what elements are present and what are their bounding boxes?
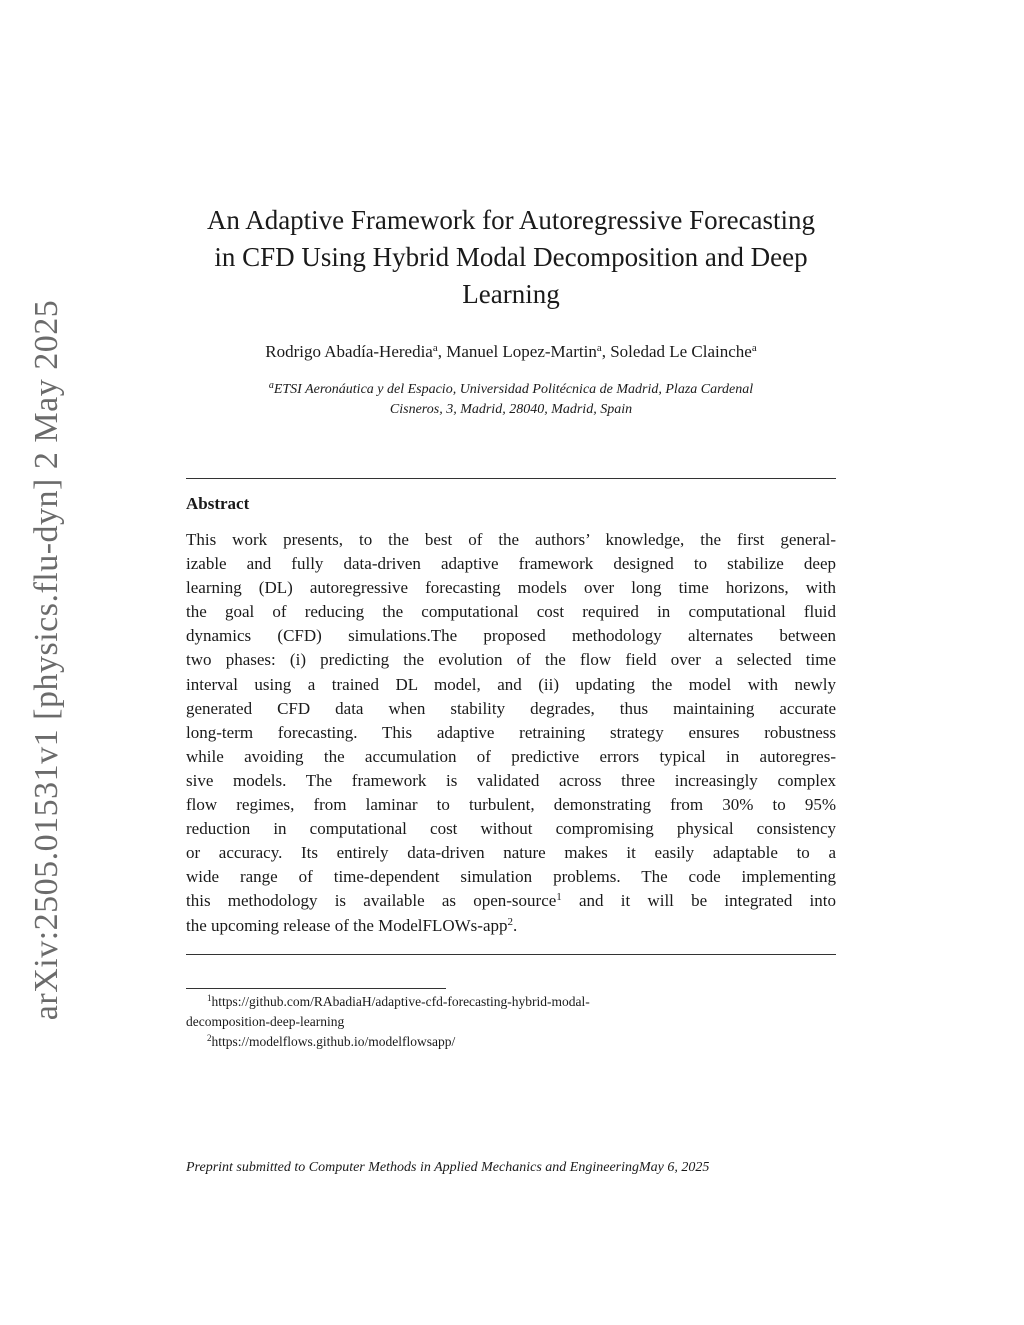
abstract-top-rule [186,478,836,479]
abstract-line: interval using a trained DL model, and (ii) updating the model with newly [186,674,836,694]
abstract-line: reduction in computational cost without compromising physical consistency [186,819,836,839]
footnotes [186,992,836,1052]
footnote-1-continuation[interactable]: decomposition-deep-learning [186,1014,345,1029]
footnote-1 [186,992,836,1012]
author-list [186,340,836,364]
footnote-marker: 2 [207,1033,212,1043]
abstract-line: the goal of reducing the computational cost required in computational fluid [186,602,836,622]
abstract-line: sive models. The framework is validated across three increasingly complex [186,770,836,790]
abstract-line: flow regimes, from laminar to turbulent, demonstrating from 30% to 95% [186,795,836,815]
footnote-separator [186,988,446,989]
author-name: Rodrigo Abadía-Heredia [265,342,433,361]
abstract-line: learning (DL) autoregressive forecasting models over long time horizons, with [186,578,836,598]
author-separator: , [437,342,447,361]
arxiv-identifier-stamp: arXiv:2505.01531v1 [physics.flu-dyn] 2 May 2025 [28,299,65,1021]
abstract-line: while avoiding the accumulation of predictive errors typical in autoregres- [186,746,836,766]
abstract-line: wide range of time-dependent simulation problems. The code implementing [186,867,836,887]
footnote-ref-1[interactable]: 1 [556,891,562,904]
footnote-marker: 1 [207,993,212,1003]
abstract-line-with-footnote-2 [186,914,836,938]
title-line-1: An Adaptive Framework for Autoregressive Forecasting [206,205,816,235]
abstract-line: izable and fully data-driven adaptive framework designed to stabilize deep [186,554,836,574]
affiliation-line-2: Cisneros, 3, Madrid, 28040, Madrid, Spain [389,402,633,417]
author-name: Soledad Le Clainche [610,342,752,361]
footnote-ref-2[interactable]: 2 [507,915,513,928]
abstract-bottom-rule [186,954,836,955]
abstract-body [186,528,836,938]
abstract-line: dynamics (CFD) simulations.The proposed methodology alternates between [186,626,836,646]
affiliation-block [186,380,836,420]
abstract-line: This work presents, to the best of the authors’ knowledge, the first general- [186,530,836,549]
abstract-line: two phases: (i) predicting the evolution of the flow field over a selected time [186,650,836,670]
abstract-line: generated CFD data when stability degrades, thus maintaining accurate [186,698,836,718]
abstract-text: this methodology is available as open-source [186,891,557,911]
abstract-line-with-footnote-1 [186,889,836,913]
author-affiliation-marker: a [596,342,602,354]
paper-title [186,202,836,313]
abstract-line: long-term forecasting. This adaptive retraining strategy ensures robustness [186,722,836,742]
preprint-notice: Preprint submitted to Computer Methods in Applied Mechanics and EngineeringMay 6, 2025 [186,1160,710,1175]
abstract-line: or accuracy. Its entirely data-driven nature makes it easily adaptable to a [186,843,836,863]
abstract-text: the upcoming release of the ModelFLOWs-app [186,915,508,935]
footnote-2-link[interactable]: https://modelflows.github.io/modelflowsapp/ [211,1034,456,1049]
footnote-2 [186,1032,836,1052]
title-line-3: Learning [462,279,560,309]
author-name: Manuel Lopez-Martin [446,342,597,361]
author-affiliation-marker: a [751,342,757,354]
title-line-2: in CFD Using Hybrid Modal Decomposition and Deep [214,242,808,272]
author-separator: , [601,342,611,361]
affiliation-line-1 [186,380,836,400]
affiliation-marker: a [268,380,274,391]
affiliation-text-1: ETSI Aeronáutica y del Espacio, Universidad Politécnica de Madrid, Plaza Cardenal [273,382,754,397]
abstract-text: and it will be integrated into [561,891,836,911]
footnote-1-link[interactable]: https://github.com/RAbadiaH/adaptive-cfd-forecasting-hybrid-modal- [211,994,590,1009]
abstract-text: . [513,915,518,935]
author-affiliation-marker: a [432,342,438,354]
abstract-heading: Abstract [186,494,250,513]
